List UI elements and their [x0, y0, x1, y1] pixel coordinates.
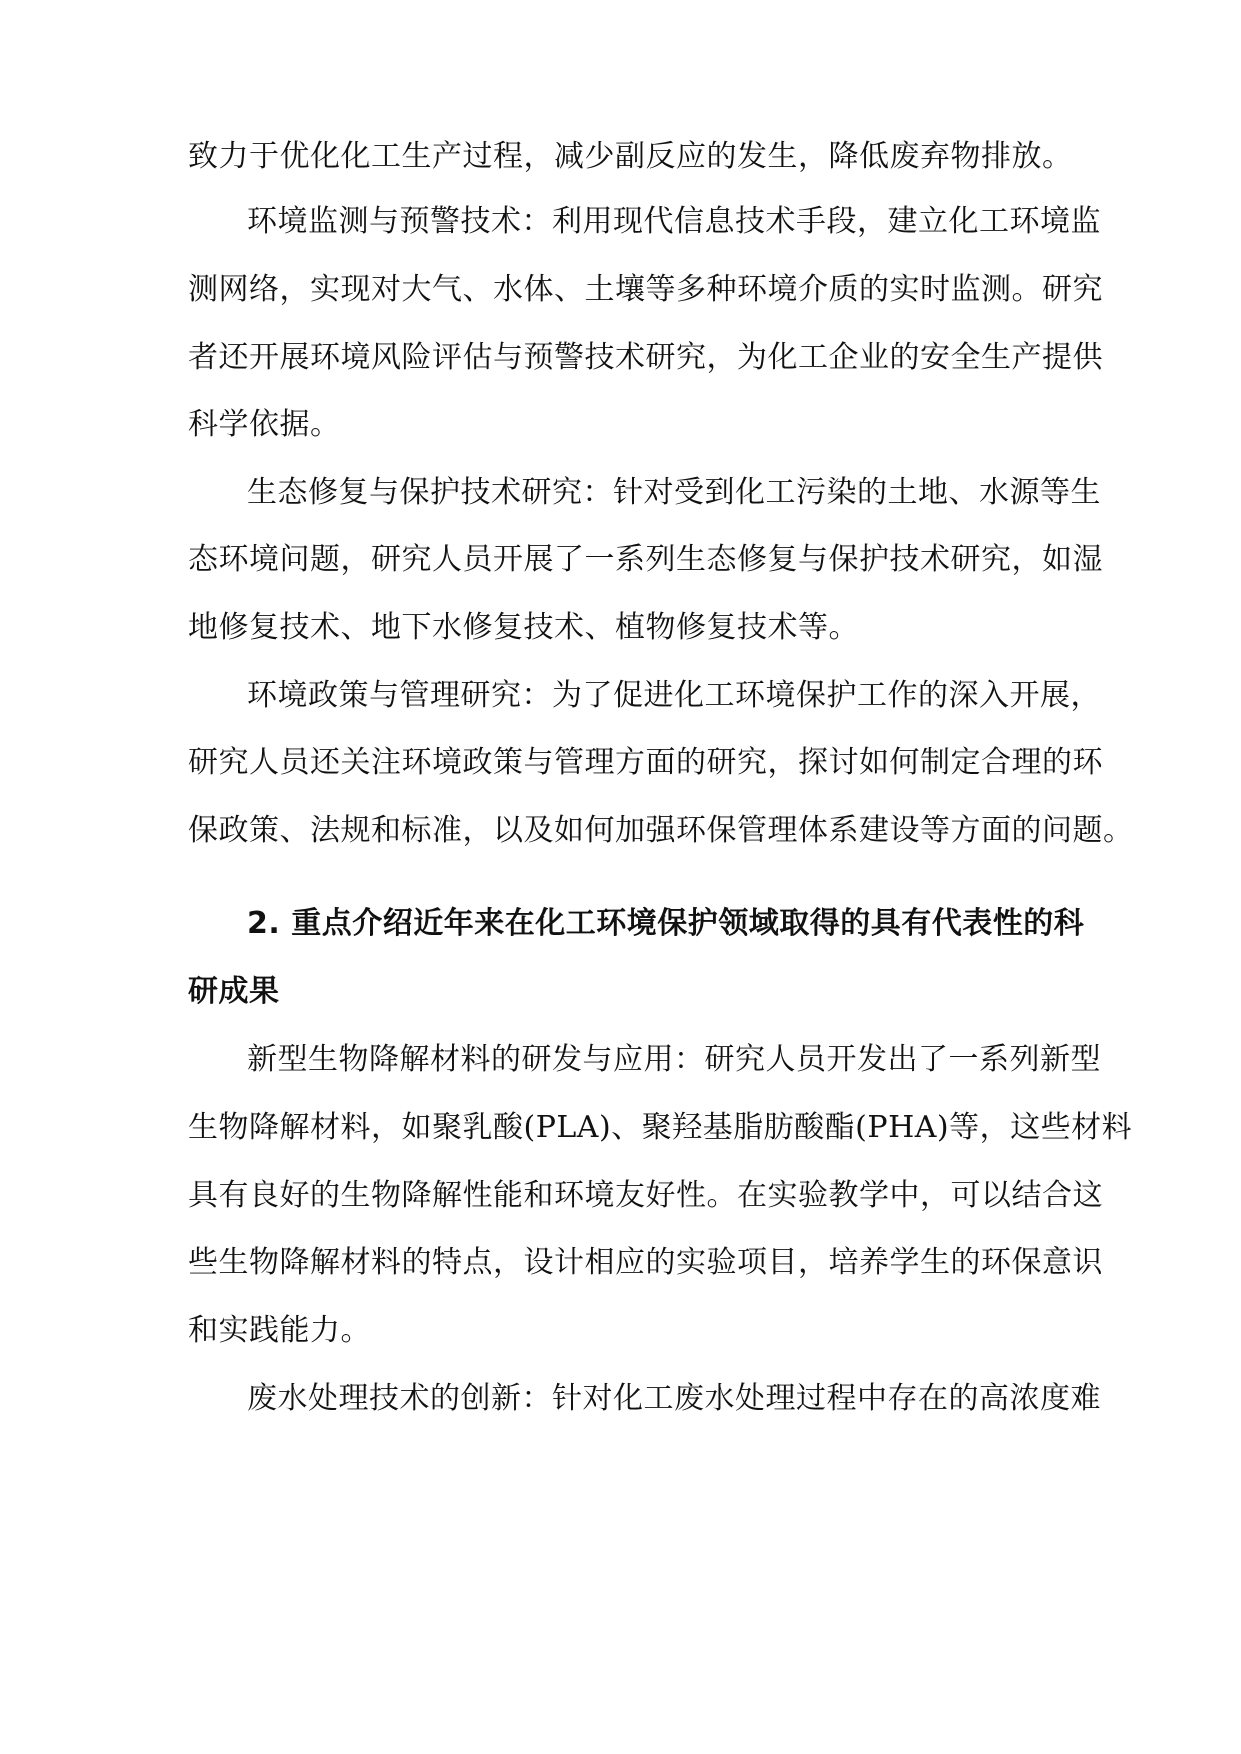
paragraph-line: 致力于优化化工生产过程，减少副反应的发生，降低废弃物排放。 — [188, 139, 1073, 174]
paragraph-line: 生物降解材料，如聚乳酸(PLA)、聚羟基脂肪酸酯(PHA)等，这些材料 — [188, 1110, 1133, 1145]
paragraph-line: 和实践能力。 — [188, 1313, 371, 1348]
section-heading: 2. 重点介绍近年来在化工环境保护领域取得的具有代表性的科 — [247, 906, 1085, 941]
paragraph-line: 环境监测与预警技术：利用现代信息技术手段，建立化工环境监 — [247, 204, 1101, 239]
paragraph-line: 研究人员还关注环境政策与管理方面的研究，探讨如何制定合理的环 — [188, 745, 1103, 780]
paragraph-line: 废水处理技术的创新：针对化工废水处理过程中存在的高浓度难 — [247, 1381, 1101, 1416]
paragraph-line: 具有良好的生物降解性能和环境友好性。在实验教学中，可以结合这 — [188, 1178, 1103, 1213]
paragraph-line: 地修复技术、地下水修复技术、植物修复技术等。 — [188, 610, 859, 645]
section-heading: 研成果 — [188, 974, 280, 1009]
paragraph-line: 保政策、法规和标准，以及如何加强环保管理体系建设等方面的问题。 — [188, 813, 1134, 848]
paragraph-line: 些生物降解材料的特点，设计相应的实验项目，培养学生的环保意识 — [188, 1245, 1103, 1280]
paragraph-line: 测网络，实现对大气、水体、土壤等多种环境介质的实时监测。研究 — [188, 272, 1103, 307]
paragraph-line: 新型生物降解材料的研发与应用：研究人员开发出了一系列新型 — [247, 1042, 1101, 1077]
paragraph-line: 态环境问题，研究人员开展了一系列生态修复与保护技术研究，如湿 — [188, 542, 1103, 577]
paragraph-line: 生态修复与保护技术研究：针对受到化工污染的土地、水源等生 — [247, 475, 1101, 510]
paragraph-line: 者还开展环境风险评估与预警技术研究，为化工企业的安全生产提供 — [188, 340, 1103, 375]
paragraph-line: 环境政策与管理研究：为了促进化工环境保护工作的深入开展， — [247, 678, 1101, 713]
paragraph-line: 科学依据。 — [188, 407, 341, 442]
